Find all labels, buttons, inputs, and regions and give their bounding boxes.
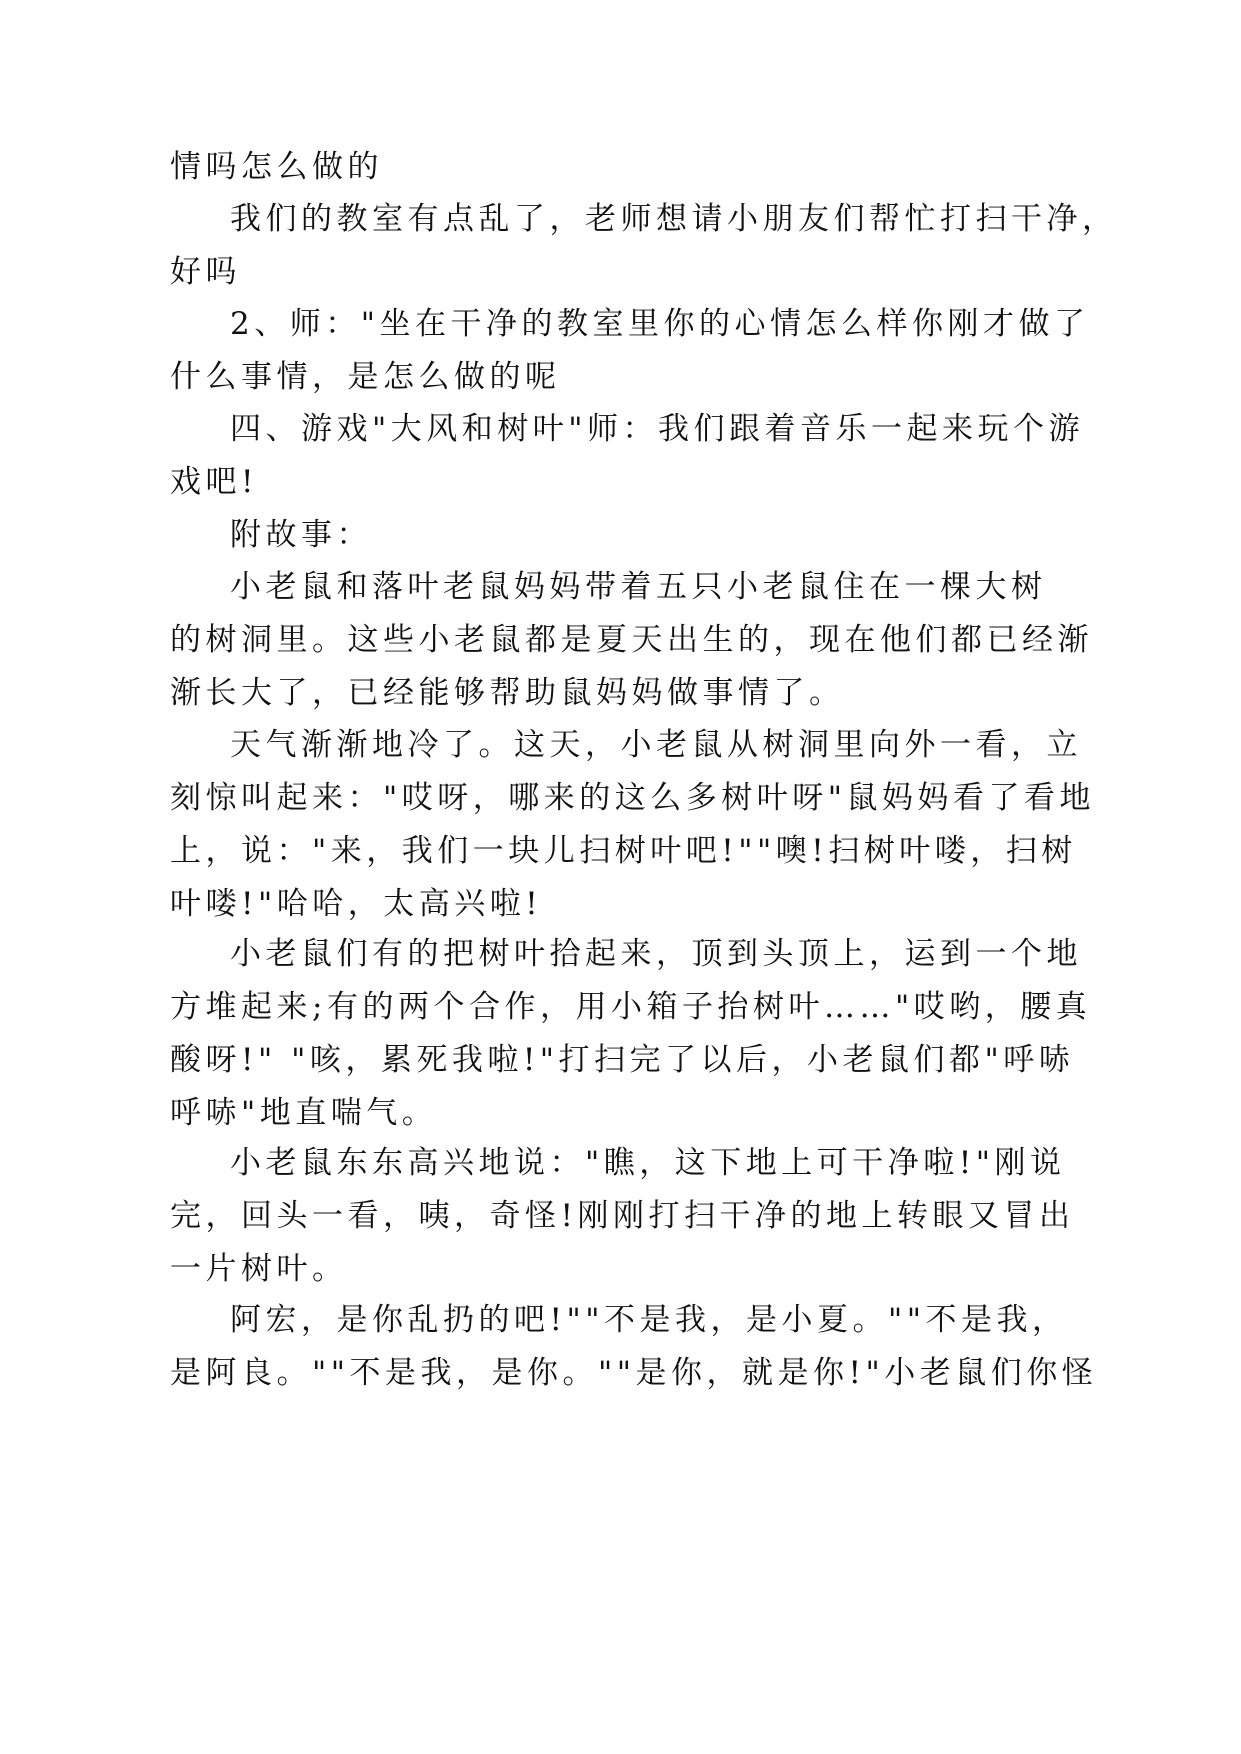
text-line: 小老鼠们有的把树叶拾起来，顶到头顶上，运到一个地 [230,936,1082,972]
text-line: 阿宏，是你乱扔的吧!""不是我，是小夏。""不是我， [230,1302,1068,1338]
text-line: 情吗怎么做的 [170,149,383,185]
text-line: 戏吧! [170,464,258,500]
text-line: 小老鼠和落叶老鼠妈妈带着五只小老鼠住在一棵大树 [230,569,1047,605]
text-line: 酸呀!" "咳，累死我啦!"打扫完了以后，小老鼠们都"呼哧 [170,1042,1075,1078]
text-line: 叶喽!"哈哈，太高兴啦! [170,886,543,922]
text-line: 上，说："来，我们一块儿扫树叶吧!""噢!扫树叶喽，扫树 [170,833,1077,869]
text-line: 一片树叶。 [170,1251,348,1287]
text-line: 的树洞里。这些小老鼠都是夏天出生的，现在他们都已经渐 [170,622,1093,658]
text-line: 是阿良。""不是我，是你。""是你，就是你!"小老鼠们你怪 [170,1355,1098,1391]
text-line: 四、游戏"大风和树叶"师：我们跟着音乐一起来玩个游 [230,411,1085,447]
text-line: 附故事： [230,517,372,553]
text-line: 什么事情，是怎么做的呢 [170,359,561,395]
text-line: 我们的教室有点乱了，老师想请小朋友们帮忙打扫干净， [230,201,1118,237]
text-line: 刻惊叫起来："哎呀，哪来的这么多树叶呀"鼠妈妈看了看地 [170,780,1096,816]
text-line: 天气渐渐地冷了。这天，小老鼠从树洞里向外一看，立 [230,727,1082,763]
text-line: 渐长大了，已经能够帮助鼠妈妈做事情了。 [170,675,845,711]
text-line: 好吗 [170,254,241,290]
text-line: 方堆起来;有的两个合作，用小箱子抬树叶……"哎哟，腰真 [170,989,1092,1025]
text-line: 完，回头一看，咦，奇怪!刚刚打扫干净的地上转眼又冒出 [170,1198,1075,1234]
text-line: 呼哧"地直喘气。 [170,1095,438,1131]
text-line: 小老鼠东东高兴地说："瞧，这下地上可干净啦!"刚说 [230,1145,1066,1181]
text-line: 2、师："坐在干净的教室里你的心情怎么样你刚才做了 [230,306,1090,342]
